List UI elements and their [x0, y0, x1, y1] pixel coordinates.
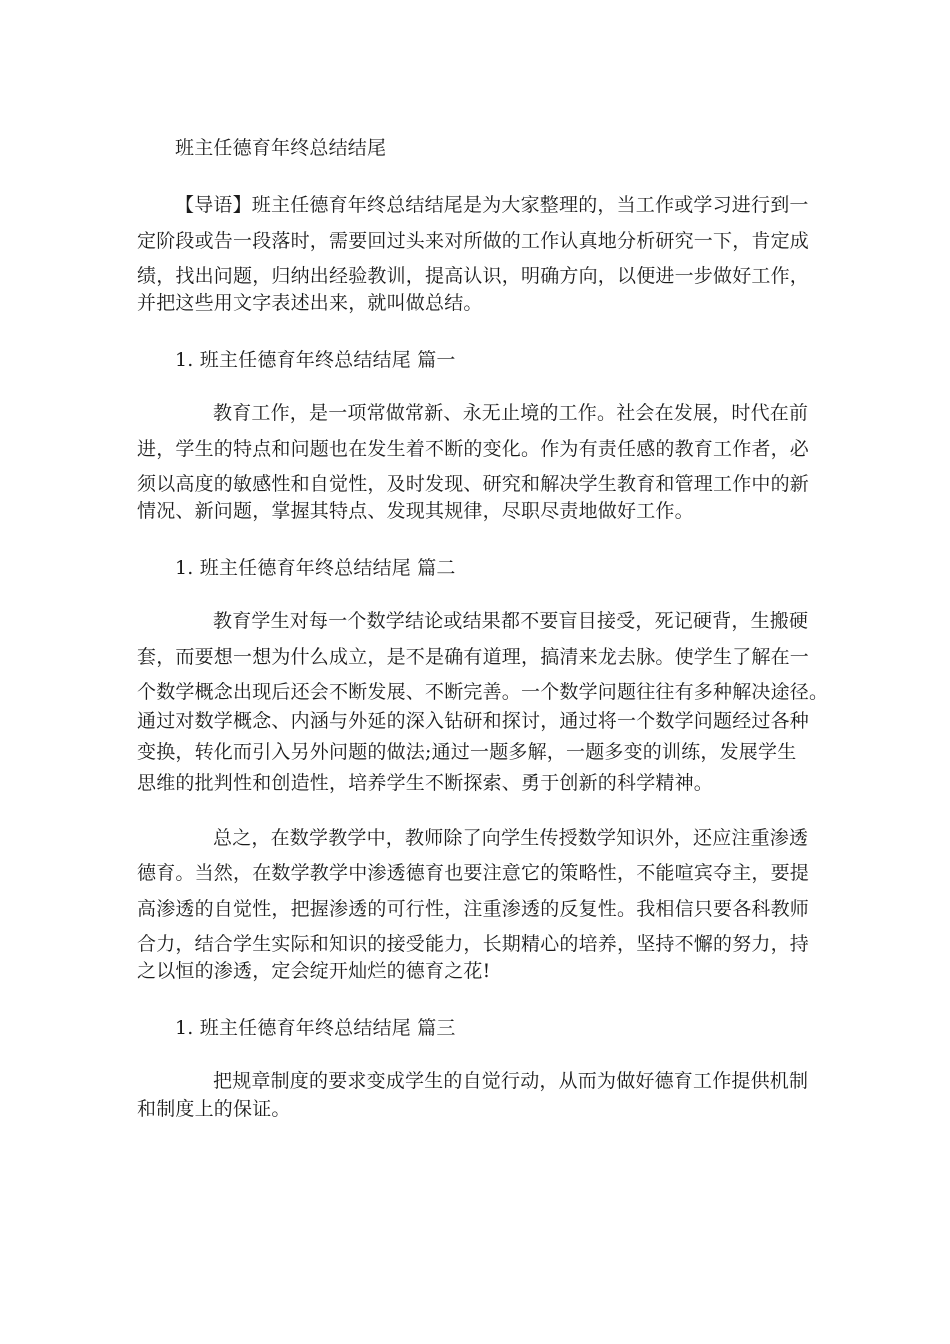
intro-line: 【导语】班主任德育年终总结结尾是为大家整理的，当工作或学习进行到一 [175, 194, 809, 216]
section2-para1-line: 个数学概念出现后还会不断发展、不断完善。一个数学问题往往有多种解决途径。 [137, 681, 829, 703]
intro-line: 绩，找出问题，归纳出经验教训，提高认识，明确方向，以便进一步做好工作， [137, 265, 810, 287]
section2-para2-line: 合力，结合学生实际和知识的接受能力，长期精心的培养，坚持不懈的努力，持 [137, 933, 810, 955]
section2-para2-line: 总之，在数学教学中，教师除了向学生传授数学知识外，还应注重渗透 [213, 827, 809, 849]
section2-para1-line: 教育学生对每一个数学结论或结果都不要盲目接受，死记硬背，生搬硬 [213, 610, 809, 632]
document-title: 班主任德育年终总结结尾 [175, 137, 387, 159]
section2-para1-line: 通过对数学概念、内涵与外延的深入钻研和探讨，通过将一个数学问题经过各种 [137, 710, 810, 732]
section1-line: 教育工作，是一项常做常新、永无止境的工作。社会在发展，时代在前 [213, 402, 809, 424]
section-heading-1: 1. 班主任德育年终总结结尾 篇一 [175, 349, 456, 371]
section3-line: 和制度上的保证。 [137, 1098, 291, 1120]
section2-para2-line: 德育。当然，在数学教学中渗透德育也要注意它的策略性，不能喧宾夺主，要提 [137, 862, 810, 884]
section2-para1-line: 套，而要想一想为什么成立，是不是确有道理，搞清来龙去脉。使学生了解在一 [137, 646, 810, 668]
section-heading-2: 1. 班主任德育年终总结结尾 篇二 [175, 557, 456, 579]
intro-line: 定阶段或告一段落时，需要回过头来对所做的工作认真地分析研究一下，肯定成 [137, 230, 810, 252]
section2-para1-line: 思维的批判性和创造性，培养学生不断探索、勇于创新的科学精神。 [137, 772, 714, 794]
section1-line: 须以高度的敏感性和自觉性，及时发现、研究和解决学生教育和管理工作中的新 [137, 473, 810, 495]
section1-line: 进，学生的特点和问题也在发生着不断的变化。作为有责任感的教育工作者，必 [137, 438, 810, 460]
section2-para2-line: 之以恒的渗透，定会绽开灿烂的德育之花! [137, 960, 491, 982]
section2-para1-line: 变换，转化而引入另外问题的做法;通过一题多解，一题多变的训练，发展学生 [137, 741, 797, 763]
section2-para2-line: 高渗透的自觉性，把握渗透的可行性，注重渗透的反复性。我相信只要各科教师 [137, 898, 810, 920]
section3-line: 把规章制度的要求变成学生的自觉行动，从而为做好德育工作提供机制 [213, 1070, 809, 1092]
section-heading-3: 1. 班主任德育年终总结结尾 篇三 [175, 1017, 456, 1039]
intro-line: 并把这些用文字表述出来，就叫做总结。 [137, 292, 483, 314]
section1-line: 情况、新问题，掌握其特点、发现其规律，尽职尽责地做好工作。 [137, 500, 694, 522]
